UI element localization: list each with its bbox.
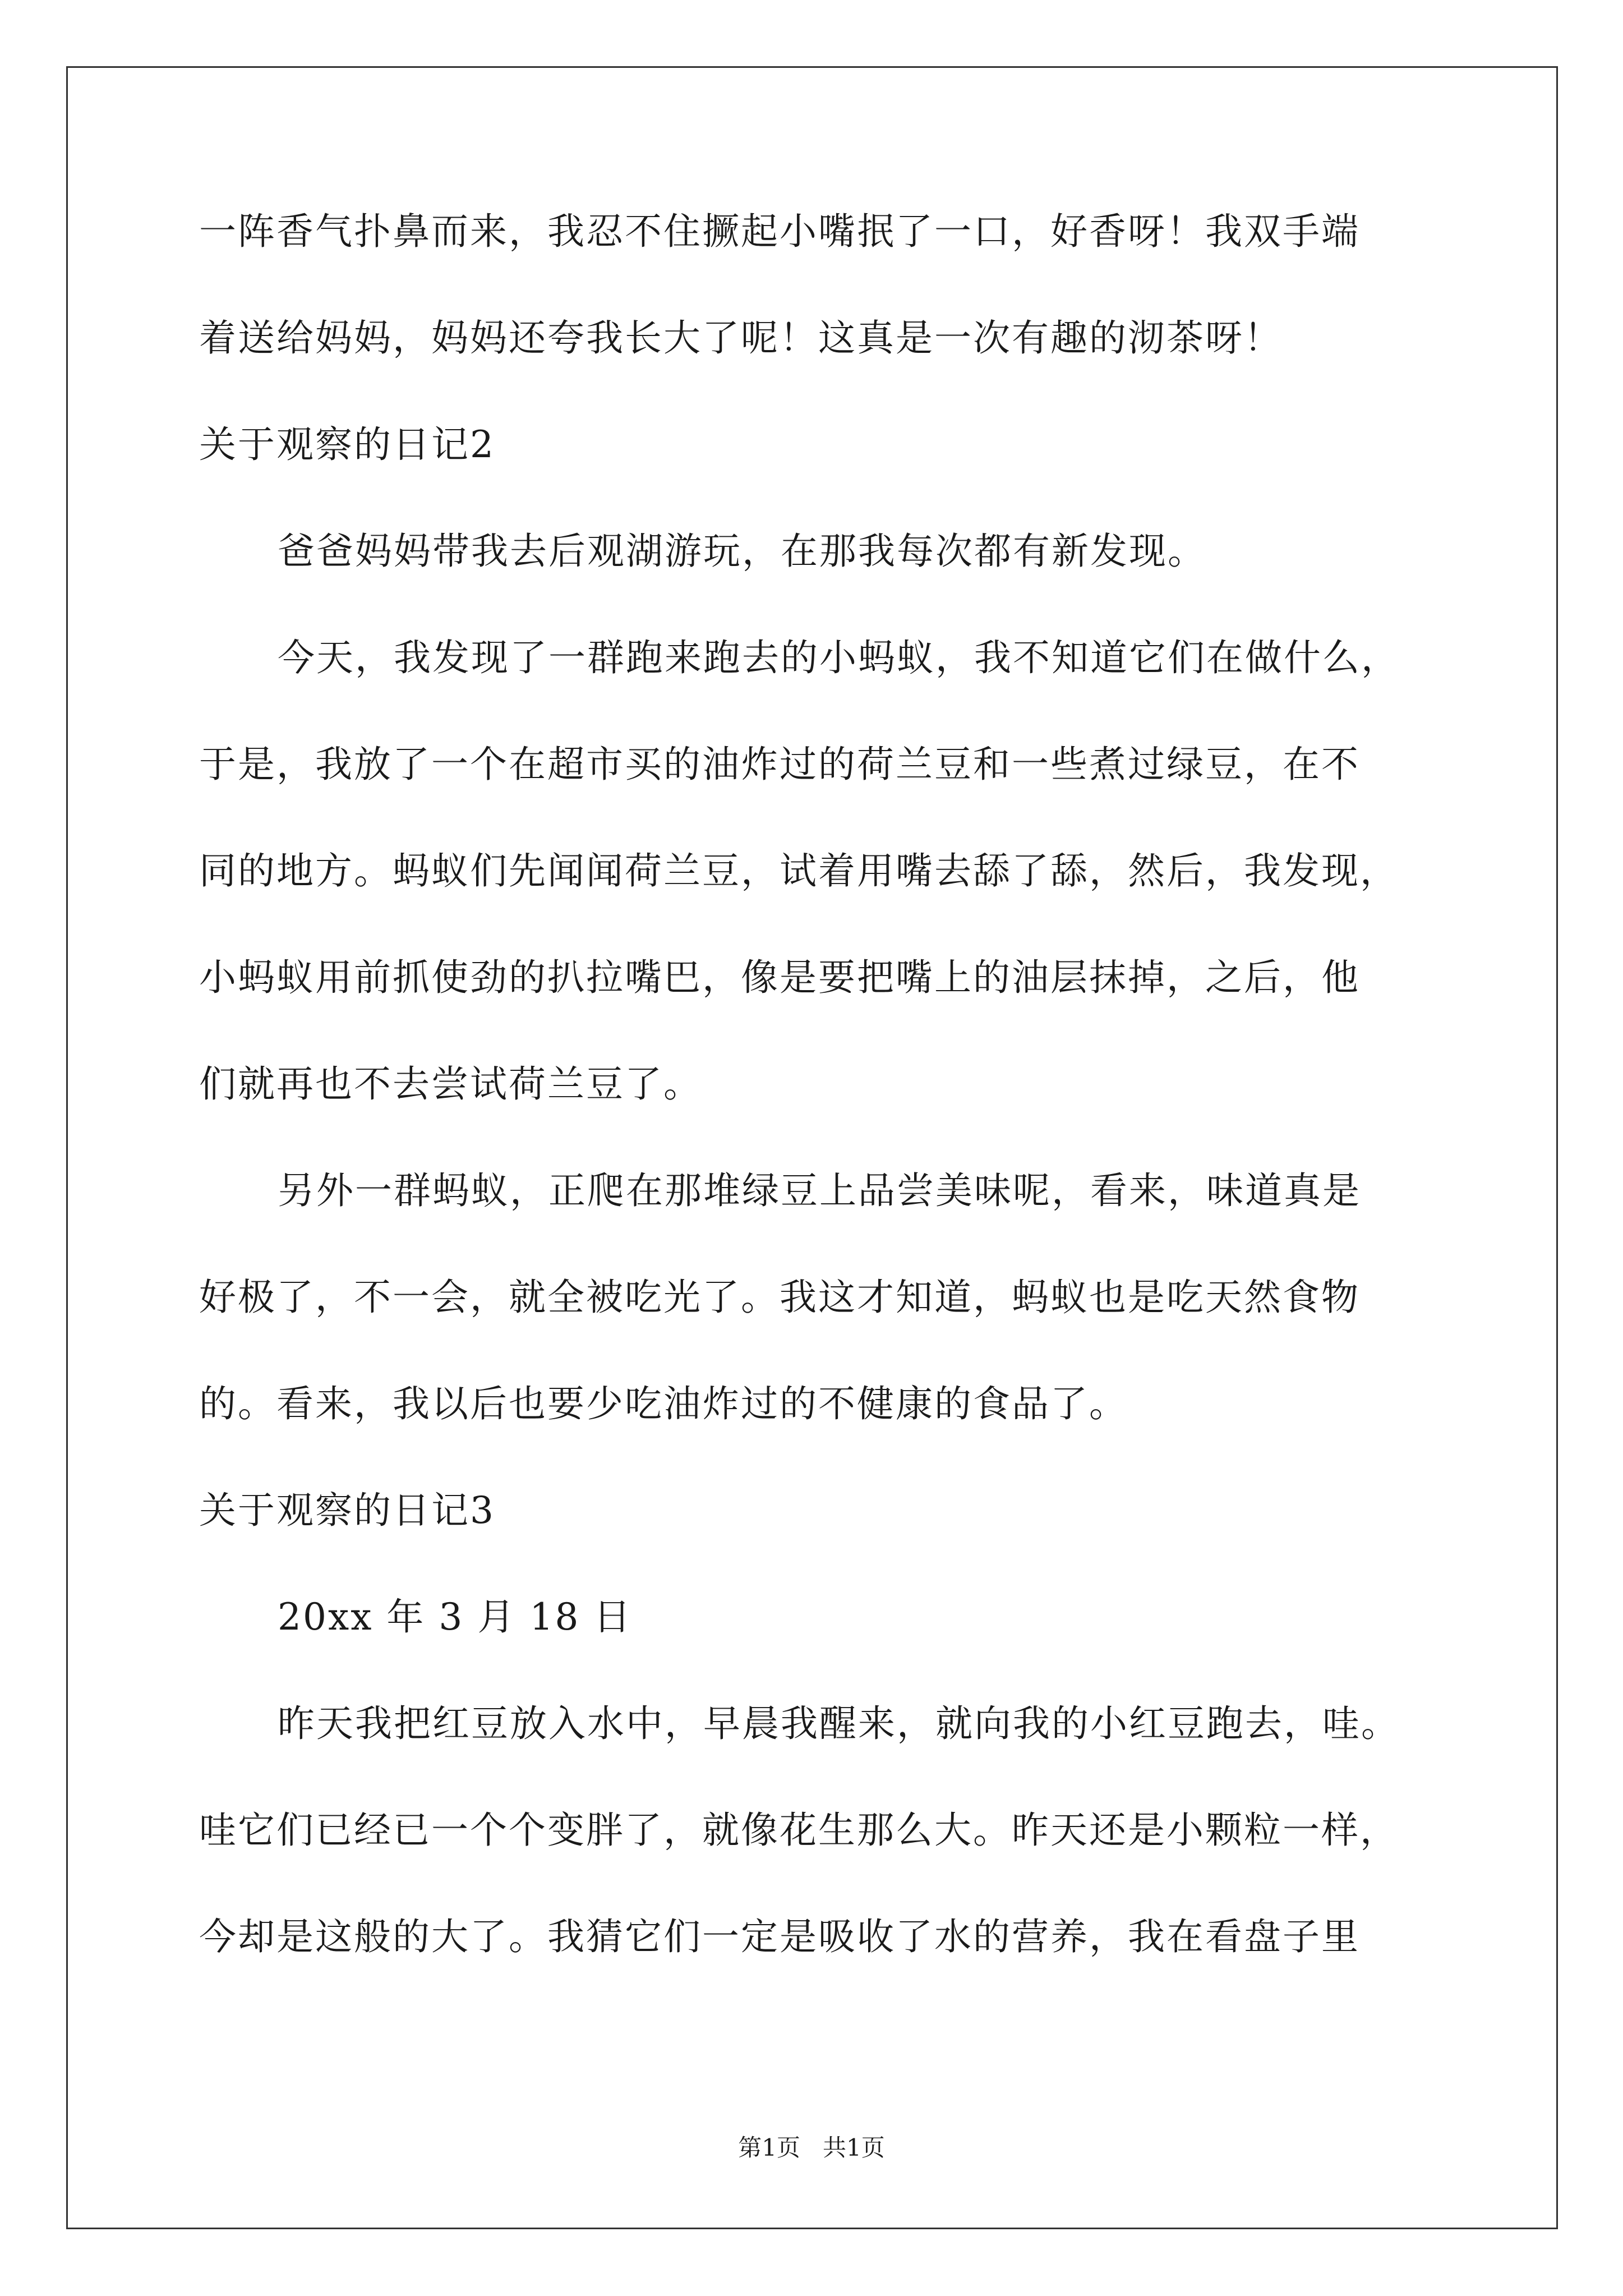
section-heading: 关于观察的日记2 (199, 423, 495, 466)
paragraph-line: 今天，我发现了一群跑来跑去的小蚂蚁，我不知道它们在做什么， (278, 636, 1400, 679)
date-line: 20xx 年 3 月 18 日 (278, 1595, 633, 1639)
paragraph-line: 好极了，不一会，就全被吃光了。我这才知道，蚂蚁也是吃天然食物 (199, 1276, 1360, 1319)
paragraph-line: 另外一群蚂蚁，正爬在那堆绿豆上品尝美味呢，看来，味道真是 (278, 1169, 1361, 1212)
paragraph-line: 们就再也不去尝试荷兰豆了。 (199, 1062, 702, 1106)
paragraph-line: 于是，我放了一个在超市买的油炸过的荷兰豆和一些煮过绿豆，在不 (199, 743, 1360, 786)
paragraph-line: 的。看来，我以后也要少吃油炸过的不健康的食品了。 (199, 1382, 1128, 1425)
paragraph-line: 哇它们已经已一个个变胖了，就像花生那么大。昨天还是小颗粒一样， (199, 1809, 1399, 1852)
document-body (199, 210, 1438, 2025)
page-footer: 第1页 共1页 (738, 2134, 885, 2161)
section-heading: 关于观察的日记3 (199, 1489, 495, 1532)
paragraph-line: 一阵香气扑鼻而来，我忍不住撅起小嘴抿了一口，好香呀！我双手端 (199, 210, 1360, 253)
paragraph-line: 昨天我把红豆放入水中，早晨我醒来，就向我的小红豆跑去，哇。 (278, 1702, 1400, 1745)
paragraph-line: 同的地方。蚂蚁们先闻闻荷兰豆，试着用嘴去舔了舔，然后，我发现， (199, 849, 1399, 892)
paragraph-line: 今却是这般的大了。我猜它们一定是吸收了水的营养，我在看盘子里 (199, 1915, 1360, 1958)
paragraph-line: 着送给妈妈，妈妈还夸我长大了呢！这真是一次有趣的沏茶呀！ (199, 316, 1283, 360)
paragraph-line: 小蚂蚁用前抓使劲的扒拉嘴巴，像是要把嘴上的油层抹掉，之后，他 (199, 956, 1360, 999)
paragraph-line: 爸爸妈妈带我去后观湖游玩，在那我每次都有新发现。 (278, 530, 1206, 573)
